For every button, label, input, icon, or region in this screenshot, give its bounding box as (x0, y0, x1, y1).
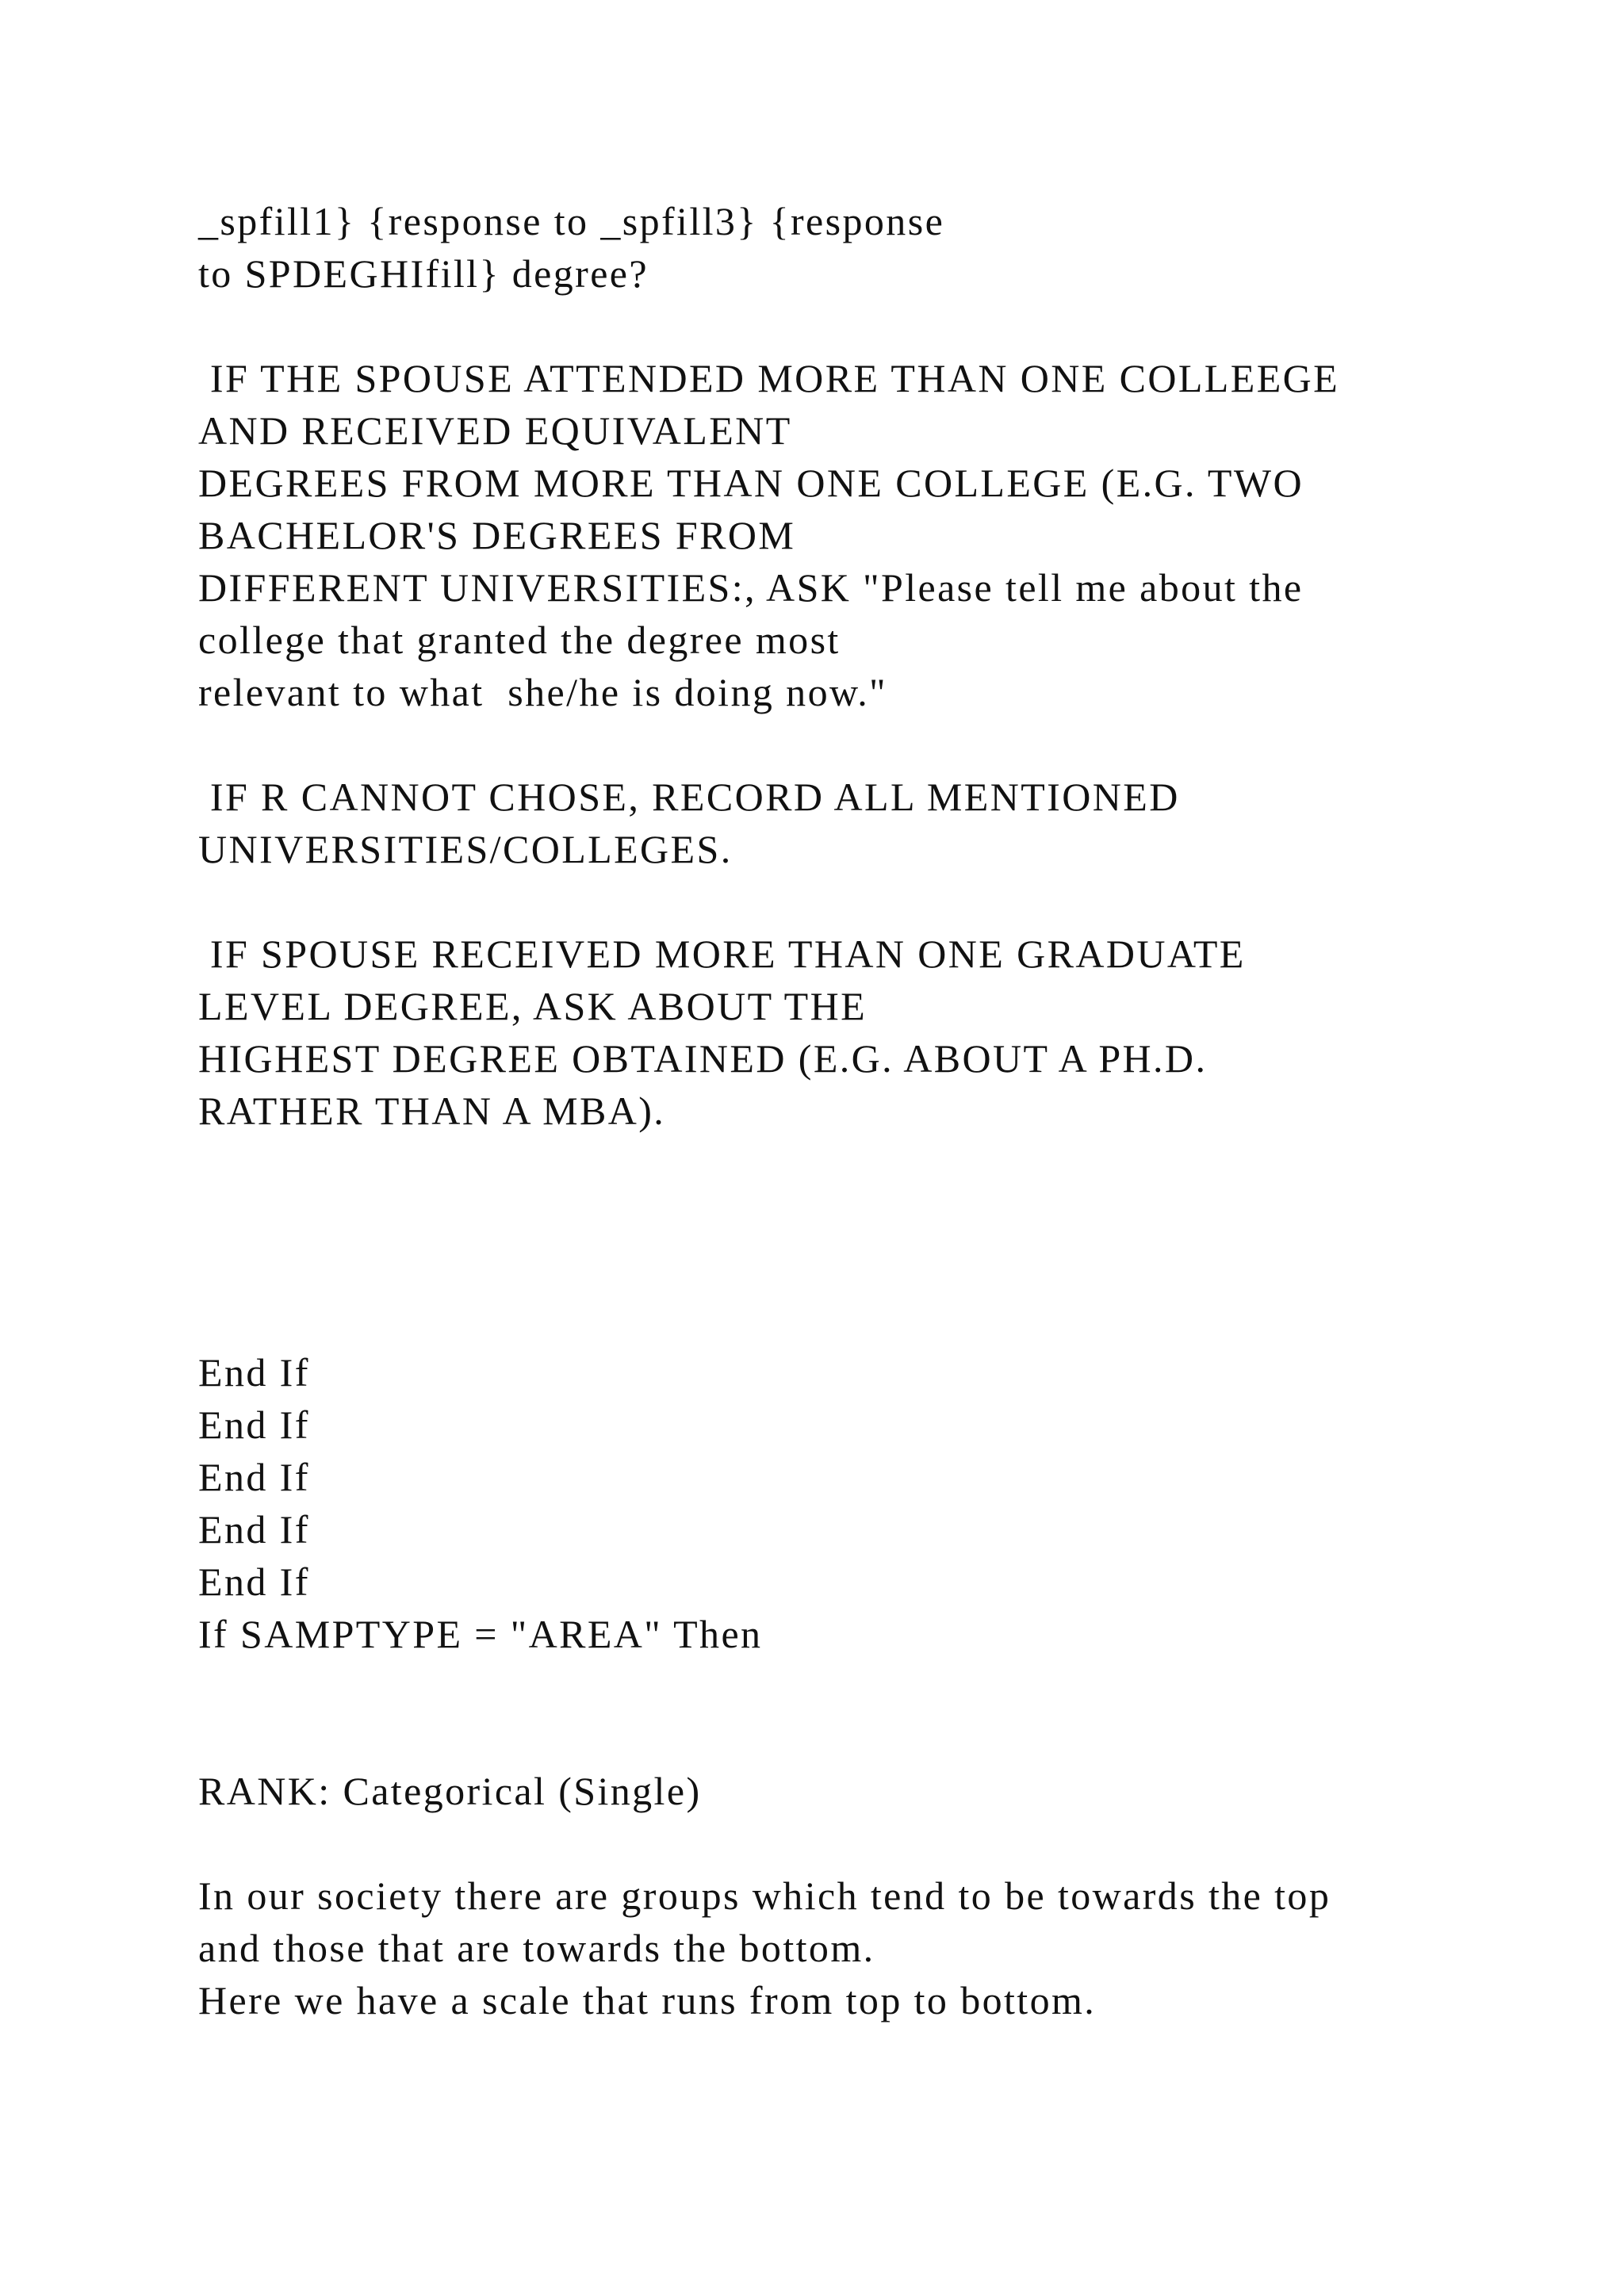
text-line: DEGREES FROM MORE THAN ONE COLLEGE (E.G. TWO (198, 461, 1304, 505)
text-line: DIFFERENT UNIVERSITIES:, ASK "Please tell me about the (198, 565, 1304, 610)
spacer (198, 1817, 1546, 1869)
text-line: IF R CANNOT CHOSE, RECORD ALL MENTIONED (198, 775, 1180, 819)
spacer (198, 1660, 1546, 1765)
text-line: to SPDEGHIfill} degree? (198, 251, 649, 296)
response-fill-paragraph (198, 195, 1546, 300)
text-line: If SAMPTYPE = "AREA" Then (198, 1612, 763, 1656)
text-line: BACHELOR'S DEGREES FROM (198, 513, 796, 557)
text-line: End If (198, 1507, 310, 1552)
text-line: and those that are towards the bottom. (198, 1926, 875, 1970)
text-line: End If (198, 1350, 310, 1395)
text-line: LEVEL DEGREE, ASK ABOUT THE (198, 984, 868, 1028)
text-line: Here we have a scale that runs from top to bottom. (198, 1978, 1097, 2022)
spacer (198, 718, 1546, 771)
text-line: IF SPOUSE RECEIVED MORE THAN ONE GRADUATE (198, 932, 1246, 976)
text-line: HIGHEST DEGREE OBTAINED (E.G. ABOUT A PH.D. (198, 1036, 1208, 1081)
end-if-block (198, 1346, 1546, 1660)
text-line: _spfill1} {response to _spfill3} {response (198, 199, 945, 243)
document-body (198, 195, 1546, 2026)
rank-question-text (198, 1869, 1546, 2026)
spacer (198, 1137, 1546, 1346)
spacer (198, 875, 1546, 928)
text-line: AND RECEIVED EQUIVALENT (198, 408, 792, 453)
spacer (198, 300, 1546, 352)
text-line: UNIVERSITIES/COLLEGES. (198, 827, 733, 871)
cannot-choose-instruction (198, 771, 1546, 875)
text-line: End If (198, 1455, 310, 1499)
graduate-degree-instruction (198, 928, 1546, 1137)
text-line: In our society there are groups which tend to be towards the top (198, 1873, 1331, 1918)
text-line: End If (198, 1559, 310, 1604)
text-line: IF THE SPOUSE ATTENDED MORE THAN ONE COLLEEGE (198, 356, 1340, 400)
text-line: college that granted the degree most (198, 618, 841, 662)
text-line: RATHER THAN A MBA). (198, 1089, 666, 1133)
multiple-college-instruction (198, 352, 1546, 718)
text-line: relevant to what she/he is doing now." (198, 670, 887, 714)
text-line: RANK: Categorical (Single) (198, 1769, 702, 1813)
text-line: End If (198, 1402, 310, 1447)
rank-question-header (198, 1765, 1546, 1817)
